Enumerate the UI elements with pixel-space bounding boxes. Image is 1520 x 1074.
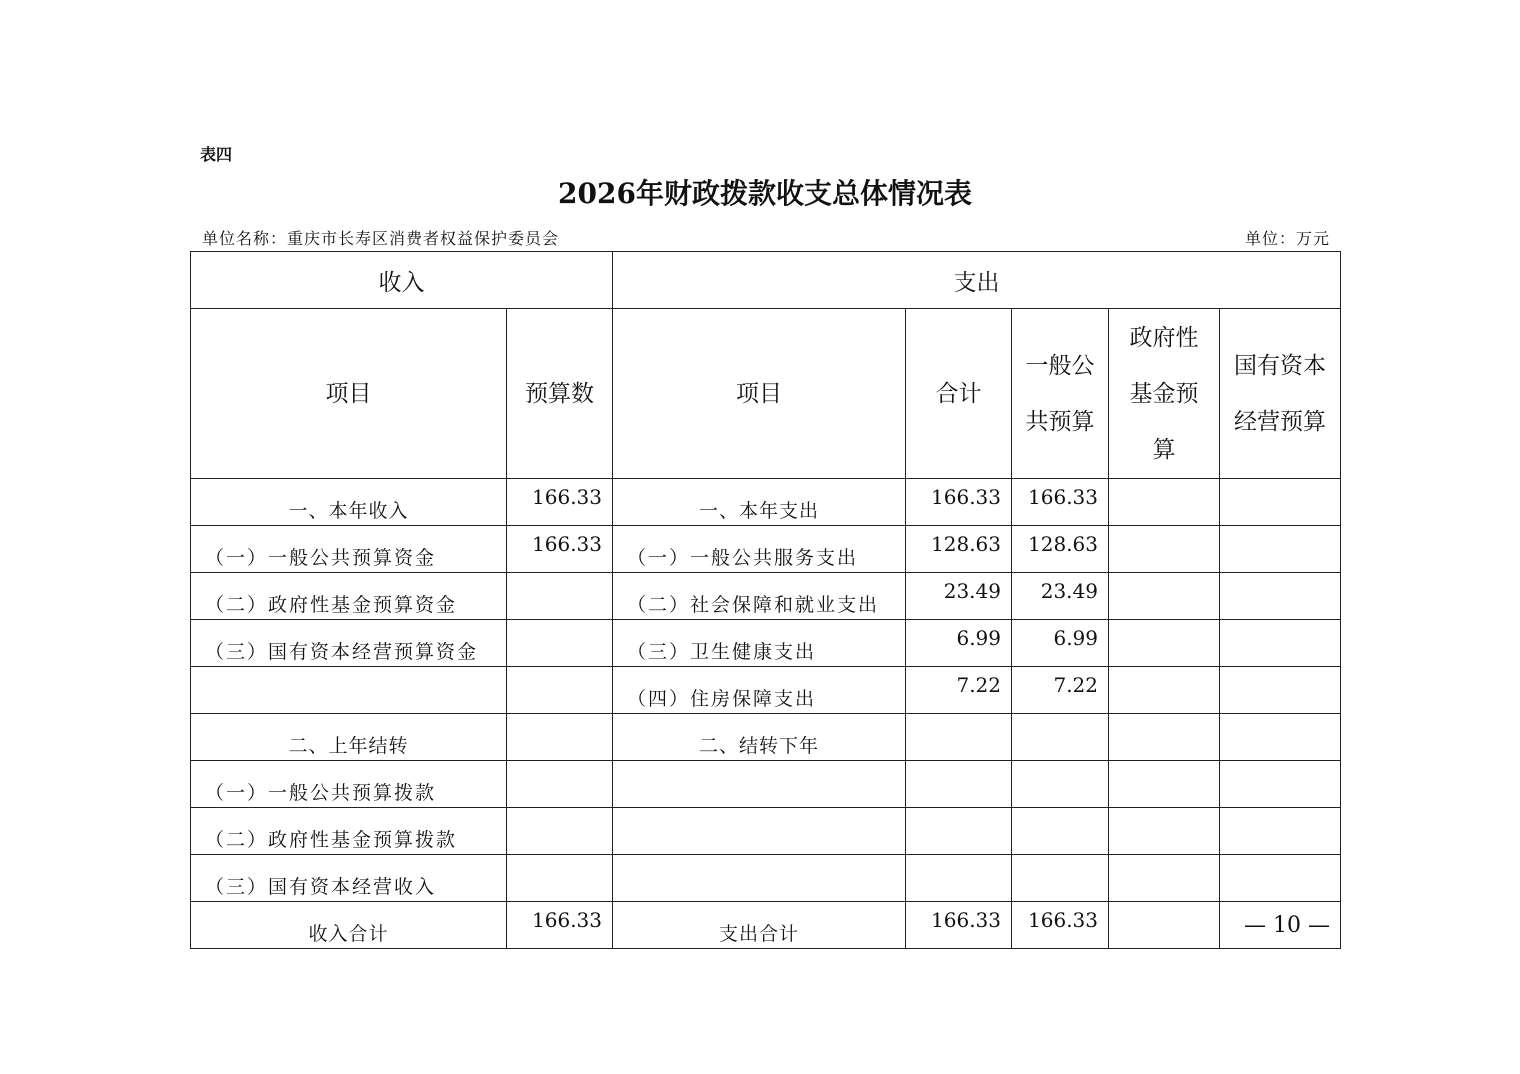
gov-fund-value <box>1109 855 1220 902</box>
state-capital-value <box>1220 526 1341 573</box>
expense-item <box>613 808 906 855</box>
gov-fund-value <box>1109 808 1220 855</box>
table-label: 表四 <box>200 145 233 164</box>
gov-fund-value <box>1109 667 1220 714</box>
total-value <box>906 808 1012 855</box>
total-value <box>906 855 1012 902</box>
income-value <box>507 573 613 620</box>
income-value <box>507 855 613 902</box>
income-value <box>507 808 613 855</box>
income-item: （一）一般公共预算拨款 <box>191 761 507 808</box>
total-value <box>906 714 1012 761</box>
header-total: 合计 <box>906 309 1012 479</box>
gov-fund-value <box>1109 526 1220 573</box>
header-income: 收入 <box>191 252 613 309</box>
table-row-total <box>191 902 1341 949</box>
table-row <box>191 761 1341 808</box>
income-item: （二）政府性基金预算拨款 <box>191 808 507 855</box>
header-gov-fund: 政府性 基金预 算 <box>1109 309 1220 479</box>
expense-item <box>613 761 906 808</box>
header-row-columns <box>191 309 1341 479</box>
gov-fund-value <box>1109 573 1220 620</box>
expense-total-label: 支出合计 <box>613 902 906 949</box>
gov-fund-value <box>1109 761 1220 808</box>
income-value <box>507 761 613 808</box>
state-capital-value <box>1220 808 1341 855</box>
general-value: 128.63 <box>1012 526 1109 573</box>
gov-fund-value <box>1109 620 1220 667</box>
header-income-budget: 预算数 <box>507 309 613 479</box>
gov-fund-value <box>1109 479 1220 526</box>
page-number: — 10 — <box>1244 913 1330 938</box>
budget-table <box>190 251 1341 949</box>
income-value: 166.33 <box>507 479 613 526</box>
header-income-item: 项目 <box>191 309 507 479</box>
state-capital-value <box>1220 573 1341 620</box>
expense-item <box>613 855 906 902</box>
expense-item: （二）社会保障和就业支出 <box>613 573 906 620</box>
state-capital-value <box>1220 761 1341 808</box>
income-item: 一、本年收入 <box>191 479 507 526</box>
income-item: （一）一般公共预算资金 <box>191 526 507 573</box>
table-row <box>191 808 1341 855</box>
gov-fund-value <box>1109 902 1220 949</box>
state-capital-value <box>1220 714 1341 761</box>
income-item: 二、上年结转 <box>191 714 507 761</box>
header-row-groups <box>191 252 1341 309</box>
table-row <box>191 714 1341 761</box>
general-value: 166.33 <box>1012 902 1109 949</box>
expense-item: 一、本年支出 <box>613 479 906 526</box>
page-title: 2026年财政拨款收支总体情况表 <box>558 177 972 210</box>
income-item: （三）国有资本经营预算资金 <box>191 620 507 667</box>
expense-item: （四）住房保障支出 <box>613 667 906 714</box>
state-capital-value <box>1220 667 1341 714</box>
total-value: 23.49 <box>906 573 1012 620</box>
total-value: 128.63 <box>906 526 1012 573</box>
general-value: 166.33 <box>1012 479 1109 526</box>
header-expense-item: 项目 <box>613 309 906 479</box>
general-value <box>1012 714 1109 761</box>
income-item: （三）国有资本经营收入 <box>191 855 507 902</box>
general-value: 23.49 <box>1012 573 1109 620</box>
expense-item: （三）卫生健康支出 <box>613 620 906 667</box>
income-value <box>507 667 613 714</box>
general-value <box>1012 855 1109 902</box>
header-state-capital: 国有资本 经营预算 <box>1220 309 1341 479</box>
table-row <box>191 667 1341 714</box>
general-value <box>1012 808 1109 855</box>
state-capital-value <box>1220 620 1341 667</box>
general-value: 7.22 <box>1012 667 1109 714</box>
table-row <box>191 479 1341 526</box>
expense-item: （一）一般公共服务支出 <box>613 526 906 573</box>
income-total-value: 166.33 <box>507 902 613 949</box>
table-row <box>191 526 1341 573</box>
total-value: 166.33 <box>906 479 1012 526</box>
table-row <box>191 855 1341 902</box>
income-value: 166.33 <box>507 526 613 573</box>
income-value <box>507 714 613 761</box>
total-value: 6.99 <box>906 620 1012 667</box>
state-capital-value <box>1220 855 1341 902</box>
income-item: （二）政府性基金预算资金 <box>191 573 507 620</box>
income-value <box>507 620 613 667</box>
general-value <box>1012 761 1109 808</box>
unit-label: 单位：万元 <box>1244 229 1330 248</box>
table-row <box>191 573 1341 620</box>
header-general-budget: 一般公 共预算 <box>1012 309 1109 479</box>
general-value: 6.99 <box>1012 620 1109 667</box>
state-capital-value <box>1220 479 1341 526</box>
total-value: 7.22 <box>906 667 1012 714</box>
table-row <box>191 620 1341 667</box>
gov-fund-value <box>1109 714 1220 761</box>
expense-item: 二、结转下年 <box>613 714 906 761</box>
total-value: 166.33 <box>906 902 1012 949</box>
income-total-label: 收入合计 <box>191 902 507 949</box>
total-value <box>906 761 1012 808</box>
header-expense: 支出 <box>613 252 1341 309</box>
unit-name: 单位名称：重庆市长寿区消费者权益保护委员会 <box>202 229 560 248</box>
income-item <box>191 667 507 714</box>
